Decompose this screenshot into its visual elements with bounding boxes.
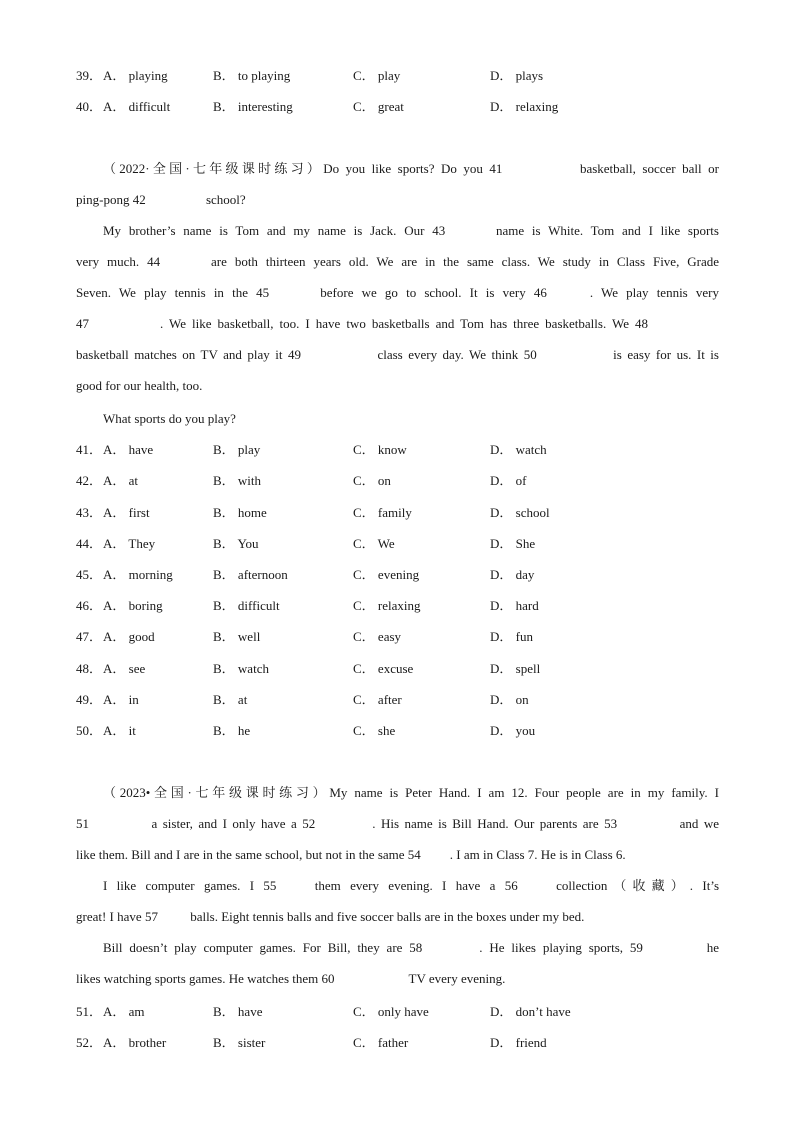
blank-59: 59: [629, 940, 643, 955]
passage-line: Bill doesn’t play computer games. For Bill, they are 58 . He likes playing sports, 59 he: [76, 932, 719, 963]
option-b: B． at: [213, 692, 248, 707]
blank-57: 57: [144, 909, 158, 924]
passage-line: basketball matches on TV and play it 49 class every day. We think 50 is easy for us. It is: [76, 339, 719, 370]
blank-47: 47: [76, 316, 89, 331]
option-d: D． school: [490, 505, 550, 520]
option-d: D． She: [490, 536, 536, 551]
option-b: B． he: [213, 723, 251, 738]
option-a: A． boring: [103, 598, 163, 613]
blank-55: 55: [263, 878, 277, 893]
option-c: C． on: [353, 473, 391, 488]
option-a: A． see: [103, 661, 146, 676]
option-c: C． family: [353, 505, 412, 520]
option-d: D． friend: [490, 1035, 547, 1050]
option-a: A． have: [103, 442, 154, 457]
option-d: D． hard: [490, 598, 539, 613]
question-number: 51．: [76, 1004, 103, 1019]
option-c: C． We: [353, 536, 395, 551]
question-number: 52．: [76, 1035, 103, 1050]
option-c: C． easy: [353, 629, 402, 644]
passage-line: Seven. We play tennis in the 45 before we go to school. It is very 46 . We play tennis very: [76, 277, 719, 308]
question-number: 46．: [76, 598, 103, 613]
option-c: C． after: [353, 692, 402, 707]
option-a: A． good: [103, 629, 155, 644]
blank-48: 48: [635, 316, 648, 331]
passage-line: great! I have 57 balls. Eight tennis balls and five soccer balls are in the boxes under my bed.: [76, 901, 719, 932]
blank-54: 54: [407, 847, 421, 862]
passage-line: （2022·全国·七年级课时练习）Do you like sports? Do you 41 basketball, soccer ball or: [76, 153, 719, 184]
passage-line: good for our health, too.: [76, 378, 203, 393]
option-b: B． difficult: [213, 598, 280, 613]
blank-58: 58: [409, 940, 423, 955]
passage-line: ping-pong 42 school?: [76, 184, 719, 215]
blank-52: 52: [302, 816, 316, 831]
option-a: A． at: [103, 473, 139, 488]
question-number: 42．: [76, 473, 103, 488]
option-c: C． play: [353, 68, 401, 83]
blank-46: 46: [533, 285, 547, 300]
option-d: D． don’t have: [490, 1004, 571, 1019]
option-b: B． You: [213, 536, 259, 551]
blank-41: 41: [489, 161, 503, 176]
question-number: 39．: [76, 68, 103, 83]
question-number: 45．: [76, 567, 103, 582]
option-c: C． evening: [353, 567, 420, 582]
option-b: B． interesting: [213, 99, 293, 114]
question-number: 48．: [76, 661, 103, 676]
blank-53: 53: [604, 816, 618, 831]
blank-45: 45: [256, 285, 270, 300]
blank-44: 44: [147, 254, 161, 269]
option-c: C． know: [353, 442, 407, 457]
option-d: D． spell: [490, 661, 541, 676]
blank-51: 51: [76, 816, 89, 831]
passage-2: [76, 777, 719, 994]
option-c: C． only have: [353, 1004, 429, 1019]
option-b: B． afternoon: [213, 567, 288, 582]
question-number: 44．: [76, 536, 103, 551]
option-a: A． it: [103, 723, 136, 738]
question-number: 43．: [76, 505, 103, 520]
option-a: A． difficult: [103, 99, 171, 114]
option-a: A． morning: [103, 567, 173, 582]
option-b: B． well: [213, 629, 261, 644]
blank-50: 50: [523, 347, 537, 362]
option-a: A． first: [103, 505, 150, 520]
passage-line: 51 a sister, and I only have a 52 . His name is Bill Hand. Our parents are 53 and we: [76, 808, 719, 839]
option-b: B． with: [213, 473, 262, 488]
option-a: A． in: [103, 692, 139, 707]
passage-line: very much. 44 are both thirteen years old. We are in the same class. We study in Class Five, Grade: [76, 246, 719, 277]
option-d: D． plays: [490, 68, 544, 83]
question-number: 50．: [76, 723, 103, 738]
option-d: D． watch: [490, 442, 547, 457]
blank-43: 43: [432, 223, 446, 238]
question-number: 41．: [76, 442, 103, 457]
blank-56: 56: [504, 878, 518, 893]
passage-line: （2023•全国·七年级课时练习）My name is Peter Hand. I am 12. Four people are in my family. I: [103, 785, 719, 800]
passage-1: [76, 153, 719, 401]
blank-60: 60: [321, 971, 335, 986]
option-d: D． fun: [490, 629, 533, 644]
option-d: D． day: [490, 567, 535, 582]
option-d: D． of: [490, 473, 527, 488]
option-d: D． relaxing: [490, 99, 559, 114]
option-c: C． she: [353, 723, 396, 738]
option-c: C． excuse: [353, 661, 414, 676]
blank-49: 49: [287, 347, 301, 362]
option-b: B． to playing: [213, 68, 291, 83]
option-b: B． watch: [213, 661, 269, 676]
question-number: 40．: [76, 99, 103, 114]
passage-line: I like computer games. I 55 them every evening. I have a 56 collection（收藏）. It’s: [76, 870, 719, 901]
option-a: A． They: [103, 536, 156, 551]
option-c: C． great: [353, 99, 404, 114]
option-a: A． brother: [103, 1035, 167, 1050]
option-a: A． am: [103, 1004, 145, 1019]
question-number: 47．: [76, 629, 103, 644]
option-c: C． father: [353, 1035, 409, 1050]
option-d: D． you: [490, 723, 536, 738]
passage-line: My brother’s name is Tom and my name is Jack. Our 43 name is White. Tom and I like sports: [76, 215, 719, 246]
passage-1-question: What sports do you play?: [103, 411, 236, 426]
blank-42: 42: [132, 192, 146, 207]
option-a: A． playing: [103, 68, 168, 83]
passage-line: like them. Bill and I are in the same school, but not in the same 54 . I am in Class 7. He is in Class 6.: [76, 839, 719, 870]
option-b: B． have: [213, 1004, 263, 1019]
option-d: D． on: [490, 692, 529, 707]
option-b: B． play: [213, 442, 261, 457]
passage-line: 47 . We like basketball, too. I have two basketballs and Tom has three basketballs. We 48: [76, 308, 719, 339]
option-c: C． relaxing: [353, 598, 421, 613]
option-b: B． sister: [213, 1035, 266, 1050]
passage-line: likes watching sports games. He watches them 60 TV every evening.: [76, 963, 719, 994]
question-number: 49．: [76, 692, 103, 707]
option-b: B． home: [213, 505, 267, 520]
